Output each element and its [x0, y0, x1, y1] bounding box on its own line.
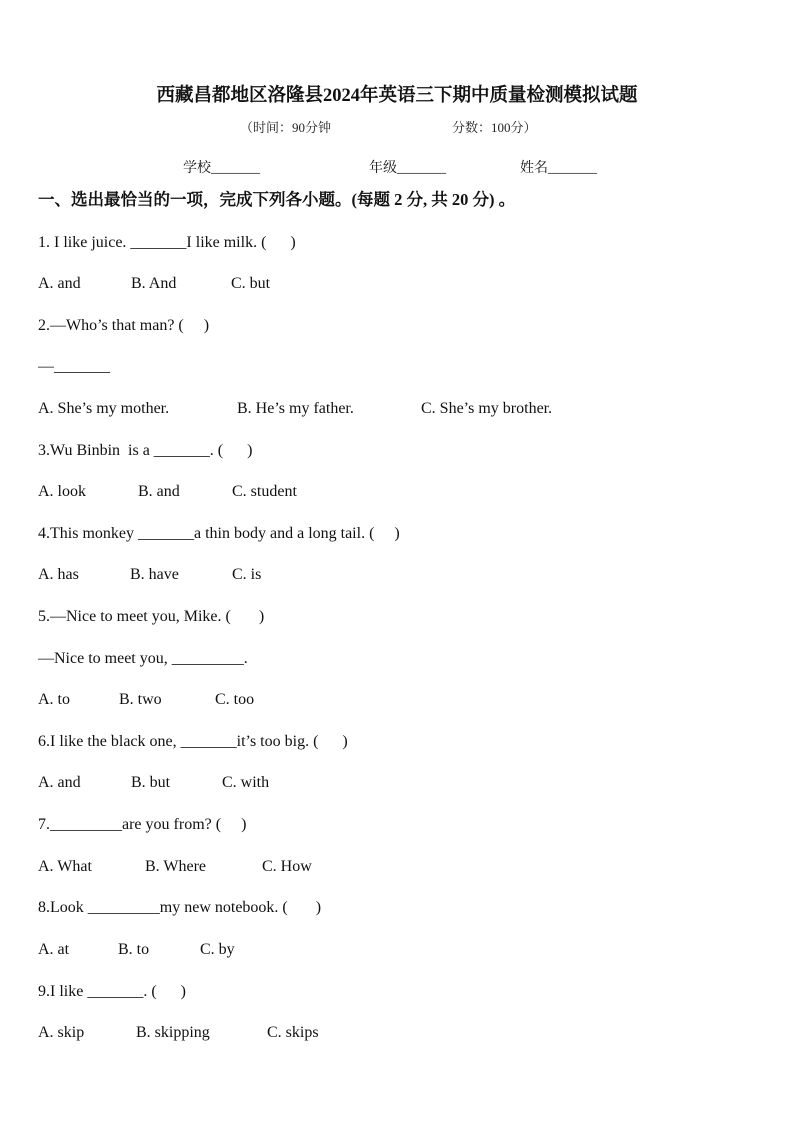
- question-5-stem: 5.—Nice to meet you, Mike. ( ): [38, 608, 265, 625]
- question-4-option-c: C. is: [232, 566, 262, 583]
- exam-title: 西藏昌都地区洛隆县2024年英语三下期中质量检测模拟试题: [156, 86, 638, 106]
- question-2-stem: 2.—Who’s that man? ( ): [38, 317, 210, 334]
- question-8-option-a: A. at: [38, 941, 70, 958]
- question-4-option-a: A. has: [38, 566, 79, 583]
- question-5-option-b: B. two: [119, 691, 162, 708]
- question-9-stem: 9.I like _______. ( ): [38, 983, 186, 1000]
- question-9-option-b: B. skipping: [136, 1024, 210, 1041]
- question-6-option-b: B. but: [131, 774, 171, 791]
- question-3-stem: 3.Wu Binbin is a _______. ( ): [38, 442, 253, 459]
- question-5-option-c: C. too: [215, 691, 255, 708]
- section-heading: 一、选出最恰当的一项，完成下列各小题。(每题 2 分, 共 20 分) 。: [38, 190, 516, 209]
- exam-score: 分数：100分）: [452, 120, 537, 135]
- question-1-stem: 1. I like juice. _______I like milk. ( ): [38, 234, 296, 251]
- question-7-option-c: C. How: [262, 858, 312, 875]
- question-4-stem: 4.This monkey _______a thin body and a long tail. ( ): [38, 525, 400, 542]
- question-5-option-a: A. to: [38, 691, 70, 708]
- question-9-option-a: A. skip: [38, 1024, 85, 1041]
- question-6-option-c: C. with: [222, 774, 270, 791]
- question-2-option-c: C. She’s my brother.: [421, 400, 553, 417]
- question-7-option-b: B. Where: [145, 858, 207, 875]
- question-2-response: —_______: [38, 358, 110, 375]
- question-8-option-c: C. by: [200, 941, 235, 958]
- name-field: 姓名_______: [520, 161, 597, 176]
- question-3-option-c: C. student: [232, 483, 297, 500]
- question-7-option-a: A. What: [38, 858, 92, 875]
- question-5-response: —Nice to meet you, _________.: [38, 650, 248, 667]
- question-2-option-a: A. She’s my mother.: [38, 400, 170, 417]
- question-3-option-a: A. look: [38, 483, 86, 500]
- question-8-option-b: B. to: [118, 941, 150, 958]
- question-4-option-b: B. have: [130, 566, 179, 583]
- question-2-option-b: B. He’s my father.: [237, 400, 354, 417]
- question-3-option-b: B. and: [138, 483, 180, 500]
- question-1-option-b: B. And: [131, 275, 177, 292]
- question-9-option-c: C. skips: [267, 1024, 319, 1041]
- question-6-option-a: A. and: [38, 774, 81, 791]
- school-field: 学校_______: [183, 161, 260, 176]
- question-7-stem: 7._________are you from? ( ): [38, 816, 247, 833]
- question-1-option-c: C. but: [231, 275, 271, 292]
- grade-field: 年级_______: [369, 161, 446, 176]
- exam-time: （时间：90分钟: [240, 120, 332, 135]
- question-6-stem: 6.I like the black one, _______it’s too big. ( ): [38, 733, 348, 750]
- question-8-stem: 8.Look _________my new notebook. ( ): [38, 899, 322, 916]
- question-1-option-a: A. and: [38, 275, 81, 292]
